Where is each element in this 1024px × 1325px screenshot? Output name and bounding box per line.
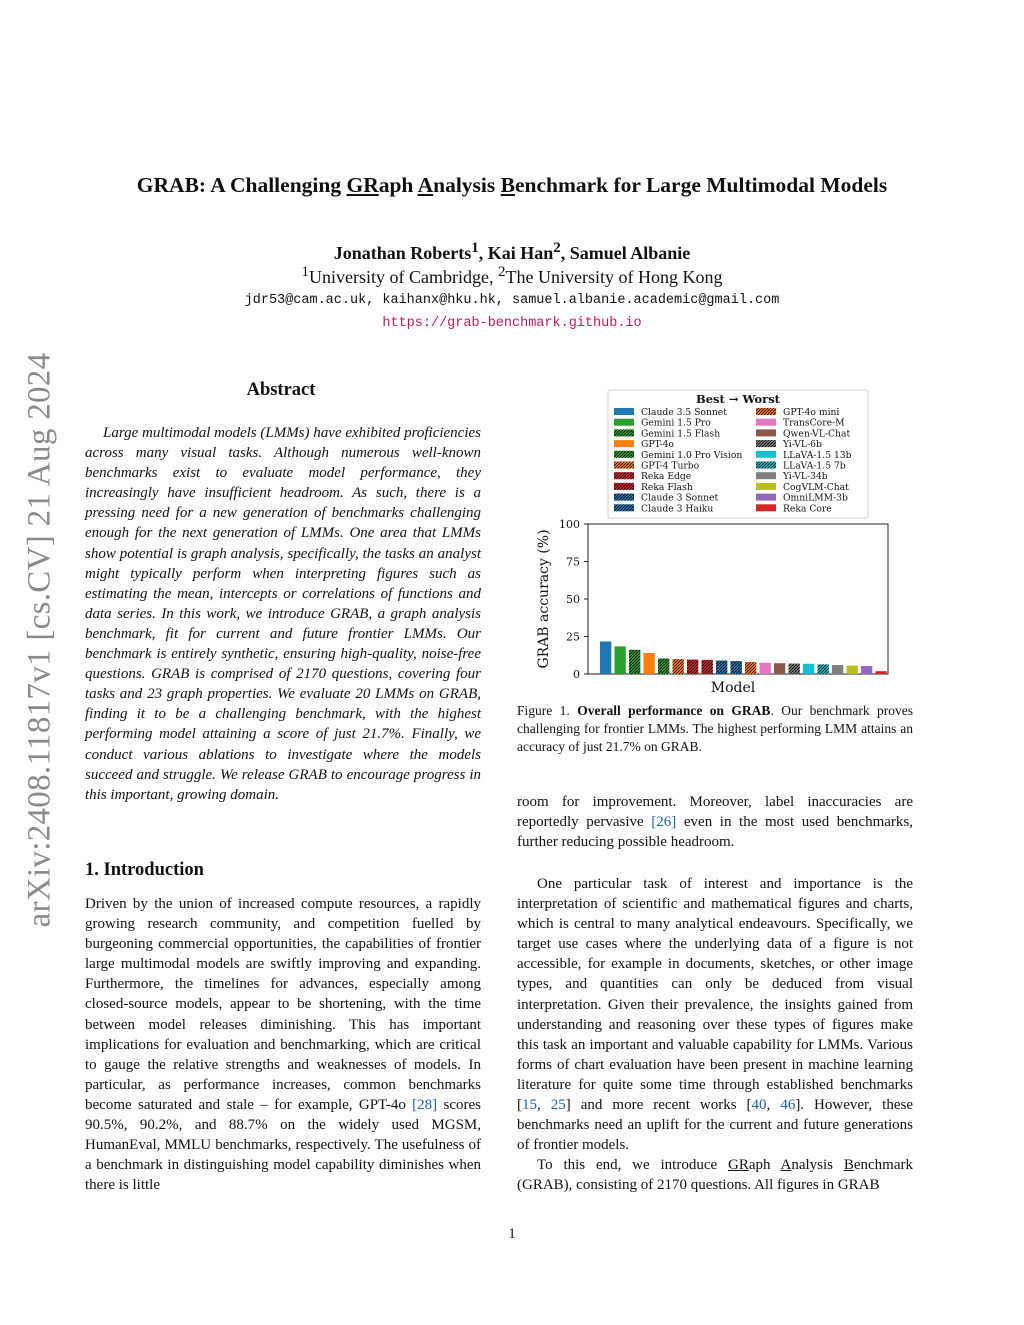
text-run: even in the most used benchmarks, further reducing possible headroom. [517, 814, 913, 851]
bar-hatch [658, 659, 669, 674]
bar [774, 663, 785, 674]
legend-label: Yi-VL-6b [783, 439, 822, 451]
legend-label: GPT-4 Turbo [641, 460, 700, 472]
legend-swatch-hatch [614, 472, 634, 479]
affil-name: University of Cambridge [309, 267, 489, 287]
legend-label: TransCore-M [783, 417, 845, 429]
figure-1 [530, 388, 900, 703]
bar [847, 666, 858, 674]
text-run: One particular task of interest and importance is the interpretation of scientific and mathematical figures and charts, which is central to many analytical endeavours. Specifically, we target use cases where the underlying data of a figure is not accessible, for example in documents, sketches, or other image types, and quantities can only be deduced from visual interpretation. Given their prevalence, the insights gained from understanding and reasoning over these types of figures make this task an important and valuable capability for LMMs. Various forms of chart evaluation have been present in machine learning literature for quite some time through established benchmarks [ [517, 876, 913, 1114]
bar [760, 663, 771, 674]
legend-label: Gemini 1.5 Flash [641, 428, 721, 440]
title-part: aph [378, 173, 418, 197]
text-run: ]. However, these benchmarks need an uplift for the current and future generations of frontier models. [517, 1097, 914, 1154]
figure-caption [517, 702, 913, 756]
citation-link[interactable]: 25 [550, 1097, 566, 1114]
text-run: To this end, we introduce [537, 1157, 728, 1173]
legend-label: CogVLM-Chat [783, 481, 849, 493]
y-tick-label: 25 [566, 630, 580, 644]
title-underline: A [417, 173, 434, 197]
citation-link[interactable]: 46 [780, 1097, 796, 1114]
y-axis-label: GRAB accuracy (%) [536, 529, 552, 669]
legend-title: Best → Worst [696, 392, 780, 406]
bar-hatch [731, 661, 742, 674]
intro-paragraph [85, 894, 481, 1195]
legend-swatch [756, 494, 776, 501]
arxiv-id: arXiv:2408.11817v1 [cs.CV] 21 Aug 2024 [21, 352, 58, 928]
title-underline: GR [346, 173, 379, 197]
bar-chart [530, 388, 900, 698]
bar [644, 653, 655, 674]
legend-swatch-hatch [614, 429, 634, 436]
author-name: Jonathan Roberts [333, 243, 472, 263]
legend-swatch-hatch [614, 462, 634, 469]
intro-paragraph [517, 874, 913, 1155]
legend-label: Reka Core [783, 503, 832, 515]
author-name: Samuel Albanie [569, 243, 691, 263]
x-axis-label: Model [710, 680, 756, 696]
legend-label: Reka Edge [641, 471, 692, 483]
legend-swatch [756, 504, 776, 511]
legend-label: LLaVA-1.5 7b [783, 460, 846, 472]
affil-mark: 2 [498, 264, 506, 280]
title-part: GRAB: A Challenging [136, 173, 347, 197]
abstract-heading: Abstract [246, 380, 316, 400]
text-underline: A [780, 1157, 792, 1173]
affiliations: $^1$University of Cambridge, $^2$The University of Hong Kong [301, 264, 723, 287]
legend-swatch [614, 408, 634, 415]
legend-label: GPT-4o mini [783, 407, 840, 418]
legend-swatch-hatch [756, 440, 776, 447]
bar-hatch [673, 659, 684, 674]
y-tick-label: 50 [566, 593, 580, 606]
project-link[interactable]: https://grab-benchmark.github.io [382, 316, 642, 331]
legend-label: LLaVA-1.5 13b [783, 449, 852, 461]
bar [615, 646, 626, 674]
legend-label: Reka Flash [641, 481, 693, 493]
author-affil-mark: 1 [471, 240, 479, 256]
citation-link[interactable]: 40 [751, 1097, 767, 1114]
text-run: room for improvement. Moreover, label inaccuracies are reportedly pervasive [517, 794, 913, 831]
legend-swatch [756, 451, 776, 458]
text-run: , [766, 1097, 781, 1114]
title-part: enchmark for Large Multimodal Models [514, 173, 888, 197]
legend-swatch [614, 440, 634, 447]
legend-label: Yi-VL-34b [783, 471, 828, 483]
legend-label: GPT-4o [641, 439, 674, 451]
bar-hatch [687, 660, 698, 674]
text-underline: B [843, 1157, 854, 1173]
legend-swatch [756, 429, 776, 436]
author-name: Kai Han [487, 243, 554, 263]
caption-label: Figure 1. [517, 703, 570, 718]
title-part: nalysis [433, 173, 501, 197]
affil-mark: 1 [301, 264, 310, 280]
bar-hatch [629, 650, 640, 674]
section-heading-introduction: 1. Introduction [85, 860, 204, 880]
legend-label: Claude 3 Haiku [641, 503, 714, 515]
caption-bold: Overall performance on GRAB [577, 703, 771, 718]
text-run: scores 90.5%, 90.2%, and 88.7% on the widely used MGSM, HumanEval, MMLU benchmarks, respectively. The usefulness of a benchmark in distinguishing model capability diminishes when there is little [85, 1096, 481, 1194]
text-run: enchmark (GRAB), consisting of 2170 questions. All figures in GRAB [517, 1157, 913, 1194]
legend-label: Claude 3.5 Sonnet [641, 407, 727, 418]
chart-bars [600, 641, 887, 674]
chart-legend [608, 390, 868, 518]
legend-swatch [756, 419, 776, 426]
legend-swatch-hatch [614, 504, 634, 511]
legend-swatch [614, 419, 634, 426]
abstract-body: Large multimodal models (LMMs) have exhibited proficiencies across many visual tasks. Although numerous well-known benchmarks exist to evaluate model performance, they increasingly have insufficient headroom. As such, there is a pressing need for a new generation of benchmarks challenging enough for the next generation of LMMs. One area that LMMs show potential is graph analysis, specifically, the tasks an analyst might typically perform when interpreting figures such as estimating the mean, intercepts or correlations of functions and data series. In this work, we introduce GRAB, a graph analysis benchmark, fit for current and future frontier LMMs. Our benchmark is entirely synthetic, ensuring high-quality, noise-free questions. GRAB is comprised of 2170 questions, covering four tasks and 23 graph properties. We evaluate 20 LMMs on GRAB, finding it to be a challenging benchmark, with the highest performing model attaining a score of just 21.7%. Finally, we conduct various ablations to investigate where the models succeed and struggle. We release GRAB to encourage progress in this important, growing domain. [85, 425, 481, 803]
bar-hatch [745, 662, 756, 674]
legend-label: Gemini 1.5 Pro [641, 417, 711, 429]
bar [876, 671, 887, 674]
legend-swatch-hatch [614, 494, 634, 501]
text-run: ] and more recent works [ [565, 1097, 752, 1114]
bar-hatch [716, 661, 727, 675]
y-tick-label: 0 [573, 668, 580, 681]
text-run: Driven by the union of increased compute resources, a rapidly growing research community, and competition fuelled by burgeoning commercial opportunities, the capabilities of frontier large multimodal models are swiftly improving and expanding. Furthermore, the timelines for advances, especially among closed-source models, appear to be shortening, with the time between model releases diminishing. This has important implications for evaluation and benchmarking, which are critical to gauge the relative strengths and weaknesses of models. In particular, as performance increases, common benchmarks become saturated and stale – for example, GPT-4o [85, 896, 481, 1113]
legend-label: Qwen-VL-Chat [783, 428, 851, 440]
title-underline: B [500, 173, 515, 197]
bar [861, 666, 872, 674]
bar-hatch [818, 664, 829, 674]
legend-label: Gemini 1.0 Pro Vision [641, 449, 743, 461]
intro-paragraph [517, 792, 913, 852]
legend-label: Claude 3 Sonnet [641, 492, 719, 504]
bar-hatch [702, 660, 713, 674]
intro-paragraph [517, 1155, 913, 1195]
citation-link[interactable]: [26] [651, 814, 677, 831]
page-number: 1 [508, 1226, 516, 1242]
text-run: , [537, 1097, 551, 1114]
caption-text: . Our benchmark proves challenging for frontier LMMs. The highest performing LMM attains an accuracy of just 21.7% on GRAB. [517, 703, 914, 754]
author-emails: jdr53@cam.ac.uk, kaihanx@hku.hk, samuel.albanie.academic@gmail.com [244, 293, 780, 308]
bar [600, 641, 611, 674]
y-tick-label: 75 [566, 555, 580, 569]
bar [832, 665, 843, 674]
citation-link[interactable]: [28] [412, 1096, 438, 1113]
legend-swatch-hatch [614, 483, 634, 490]
legend-swatch [756, 483, 776, 490]
legend-swatch [756, 472, 776, 479]
paper-title [0, 173, 1024, 198]
bar-hatch [789, 664, 800, 675]
text-underline: GR [727, 1157, 749, 1173]
author-affil-mark: 2 [553, 240, 561, 256]
legend-swatch-hatch [614, 451, 634, 458]
citation-link[interactable]: 15 [522, 1097, 537, 1114]
legend-swatch-hatch [756, 462, 776, 469]
text-run: nalysis [791, 1157, 844, 1173]
text-run: aph [748, 1157, 781, 1173]
y-tick-label: 100 [559, 518, 580, 531]
affil-name: The University of Hong Kong [505, 267, 723, 287]
author-list: Jonathan Roberts$^1$, Kai Han$^2$, Samuel Albanie [333, 240, 691, 263]
legend-swatch-hatch [756, 408, 776, 415]
legend-label: OmniLMM-3b [783, 492, 848, 504]
bar [803, 664, 814, 674]
